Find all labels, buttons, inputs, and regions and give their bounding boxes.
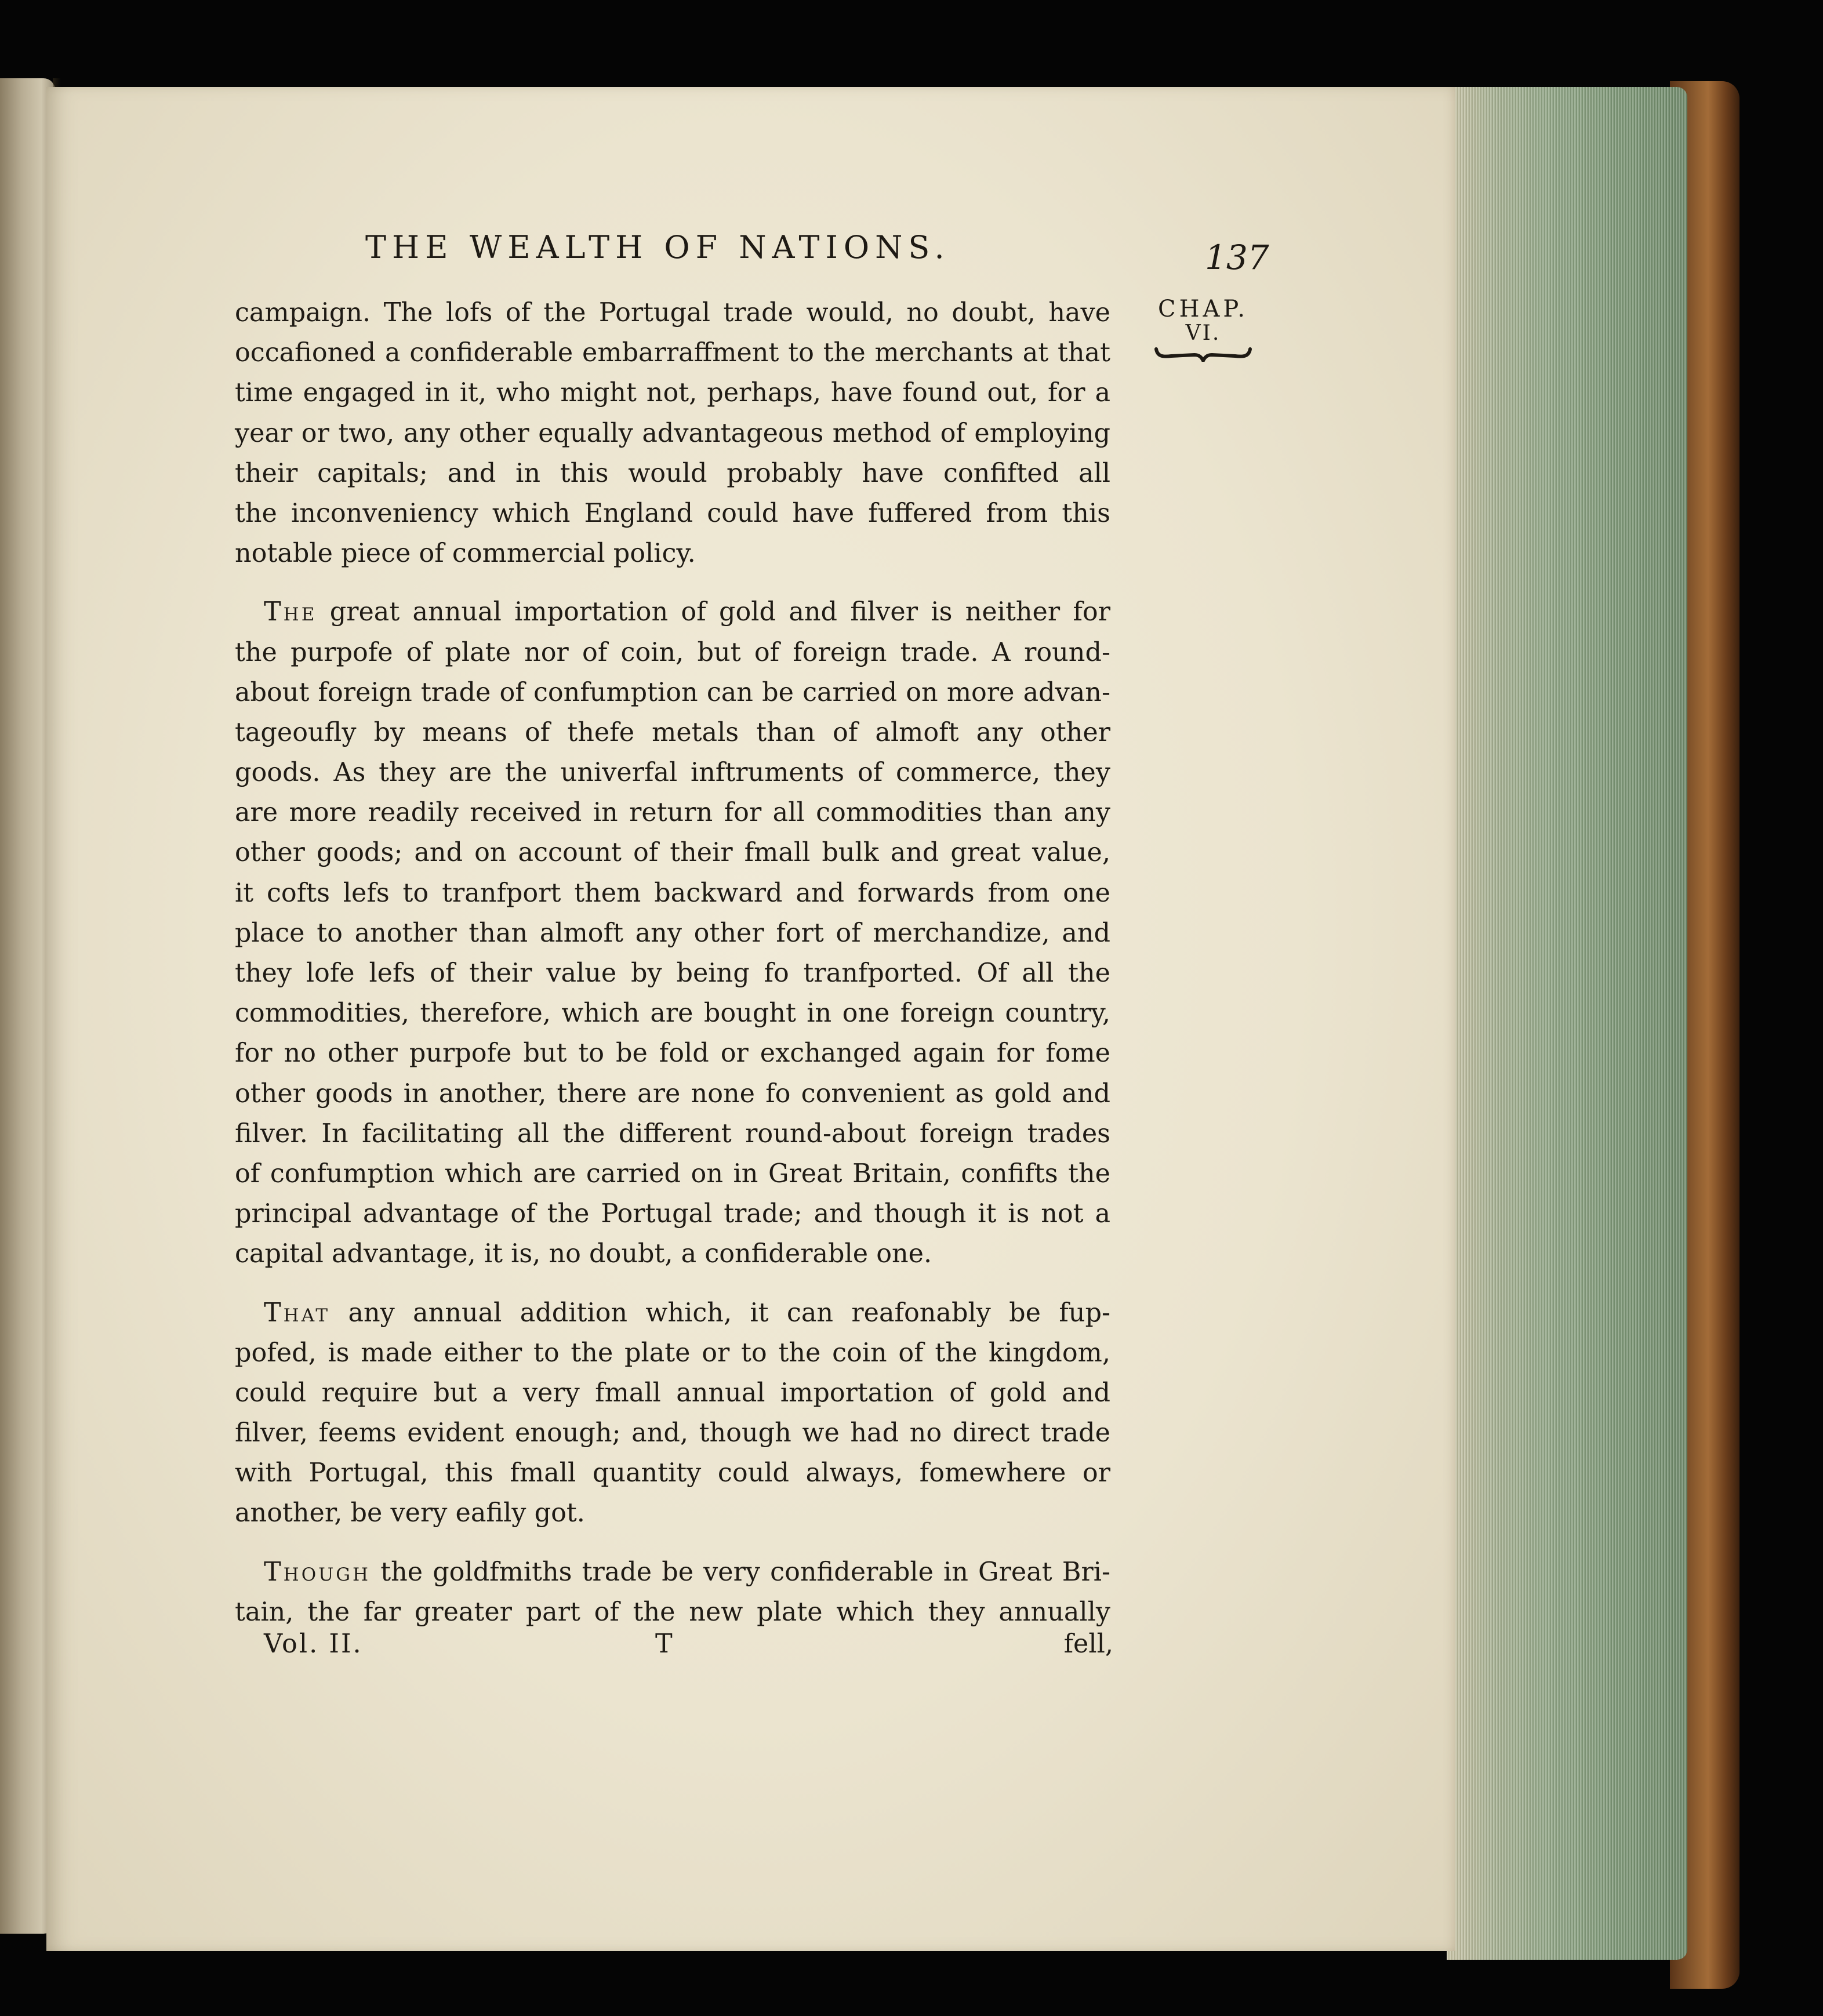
text-line: notable piece of commercial policy. — [235, 539, 696, 569]
text-line: campaign. The lofs of the Portugal trade would, no doubt, have — [235, 298, 1110, 328]
volume-label: Vol. II. — [264, 1629, 363, 1659]
text-line: capital advantage, it is, no doubt, a confiderable one. — [235, 1239, 932, 1269]
text-line: pofed, is made either to the plate or to the coin of the kingdom, — [235, 1338, 1110, 1368]
text-line: time engaged in it, who might not, perhaps, have found out, for a — [235, 378, 1110, 408]
chapter-number: VI. — [1185, 321, 1221, 345]
text-line-rest: great annual importation of gold and filver is neither for — [329, 597, 1110, 627]
text-line: tain, the far greater part of the new plate which they annually — [235, 1597, 1110, 1627]
text-line-rest: the goldfmiths trade be very confiderable in Great Bri- — [380, 1557, 1110, 1587]
lead-word: The — [264, 597, 317, 627]
catchword: fell, — [1063, 1629, 1113, 1659]
text-line: of confumption which are carried on in Great Britain, confifts the — [235, 1158, 1110, 1189]
page-footer — [264, 1629, 1113, 1670]
chapter-label: CHAP. — [1158, 296, 1248, 322]
text-line — [235, 1552, 1110, 1592]
text-line: goods. As they are the univerfal inftruments of commerce, they — [235, 758, 1110, 788]
text-line: other goods; and on account of their fmall bulk and great value, — [235, 838, 1110, 868]
text-line: place to another than almoft any other fort of merchandize, and — [235, 918, 1110, 948]
signature-mark: T — [655, 1629, 673, 1659]
text-line: are more readily received in return for all commodities than any — [235, 798, 1110, 828]
text-line: it cofts lefs to tranfport them backward and forwards from one — [235, 878, 1110, 908]
body-text — [235, 293, 1110, 1632]
running-title: THE WEALTH OF NATIONS. — [365, 229, 950, 266]
text-line: the inconveniency which England could have fuffered from this — [235, 498, 1110, 528]
text-line: tageoufly by means of thefe metals than of almoft any other — [235, 717, 1110, 747]
paragraph — [235, 1552, 1110, 1632]
text-line: year or two, any other equally advantageous method of employing — [235, 418, 1110, 448]
page-block-edges — [1447, 87, 1687, 1960]
text-line: their capitals; and in this would probably have confifted all — [235, 458, 1110, 488]
text-line: filver, feems evident enough; and, though we had no direct trade — [235, 1418, 1110, 1448]
page-number: 137 — [1205, 238, 1269, 277]
paragraph — [235, 1293, 1110, 1534]
text-line: principal advantage of the Portugal trade; and though it is not a — [235, 1199, 1110, 1229]
paragraph — [235, 293, 1110, 573]
chapter-margin-note — [1134, 296, 1273, 362]
text-line: filver. In facilitating all the different round-about foreign trades — [235, 1118, 1110, 1149]
text-line: could require but a very fmall annual importation of gold and — [235, 1378, 1110, 1408]
text-line — [235, 592, 1110, 632]
paragraph — [235, 592, 1110, 1274]
lead-word: That — [264, 1298, 331, 1328]
text-line: other goods in another, there are none fo convenient as gold and — [235, 1078, 1110, 1109]
text-line: with Portugal, this fmall quantity could always, fomewhere or — [235, 1458, 1110, 1488]
text-line: for no other purpofe but to be fold or exchanged again for fome — [235, 1038, 1110, 1069]
text-line: occafioned a confiderable embarraffment to the merchants at that — [235, 338, 1110, 368]
text-line: commodities, therefore, which are bought in one foreign country, — [235, 998, 1110, 1029]
text-line: the purpofe of plate nor of coin, but of foreign trade. A round- — [235, 637, 1110, 667]
text-line — [235, 1293, 1110, 1333]
text-line: they lofe lefs of their value by being fo tranfported. Of all the — [235, 958, 1110, 988]
brace-ornament-icon — [1154, 346, 1252, 362]
text-line-rest: any annual addition which, it can reafonably be fup- — [348, 1298, 1110, 1328]
lead-word: Though — [264, 1557, 371, 1587]
text-line: about foreign trade of confumption can be carried on more advan- — [235, 677, 1110, 707]
text-line: another, be very eafily got. — [235, 1498, 585, 1528]
